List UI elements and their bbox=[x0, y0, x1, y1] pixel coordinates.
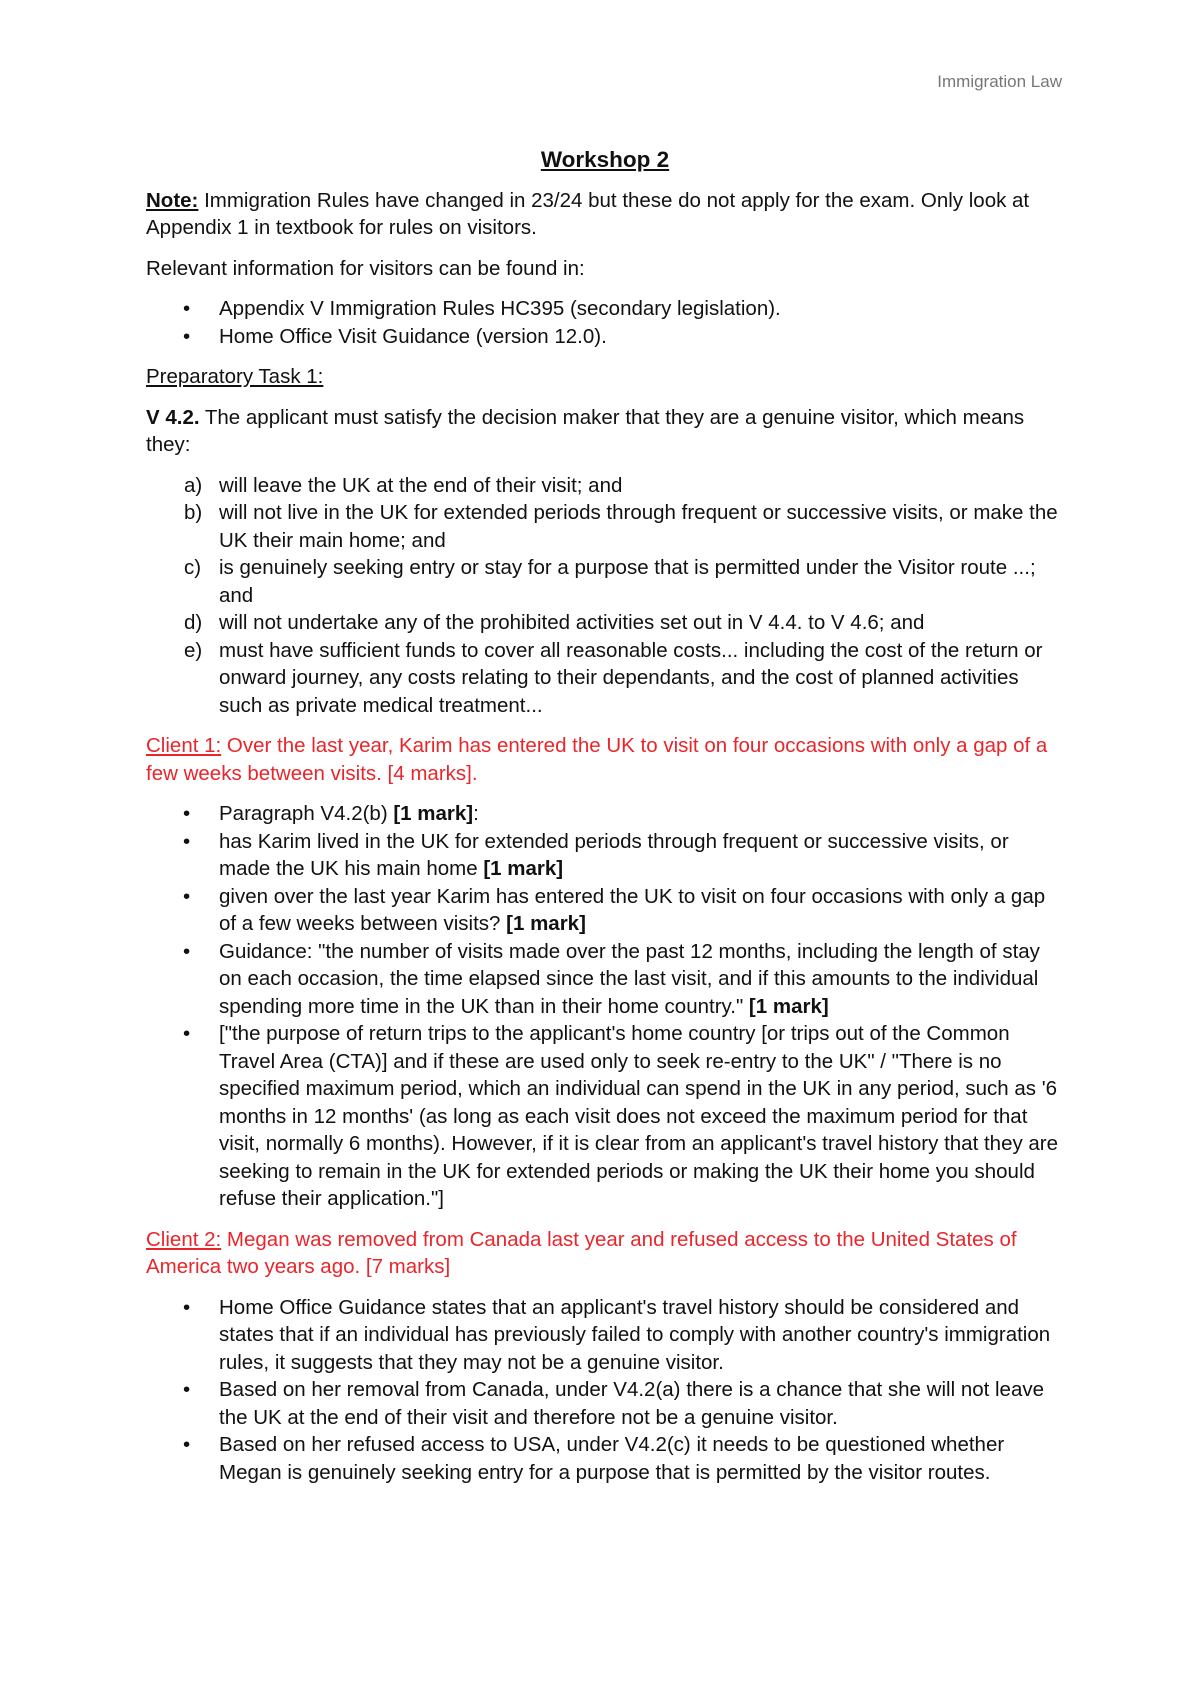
note-text: Immigration Rules have changed in 23/24 but these do not apply for the exam. Only look at Appendix 1 in textbook for rules on visitors. bbox=[146, 188, 1030, 239]
v42-paragraph bbox=[146, 404, 1064, 459]
relevant-intro: Relevant information for visitors can be found in: bbox=[146, 256, 585, 280]
client1-paragraph bbox=[146, 732, 1064, 787]
v42-label: V 4.2. bbox=[146, 405, 200, 429]
mark-label: [1 mark] bbox=[506, 912, 586, 935]
mark-label: [1 mark] bbox=[748, 994, 829, 1018]
list-letter: a) bbox=[184, 473, 203, 497]
document-title: Workshop 2 bbox=[540, 147, 670, 172]
list-letter: d) bbox=[184, 611, 203, 634]
list-item: e) must have sufficient funds to cover all reasonable costs... including the cost of the return or onward journey, any costs relating to their dependants, and the cost of planned activities such as private medical treatment... bbox=[184, 638, 1043, 717]
relevant-list bbox=[146, 295, 1064, 350]
bullet-icon: • bbox=[183, 1433, 191, 1456]
client2-text: Megan was removed from Canada last year and refused access to the United States of America two years ago. [7 marks] bbox=[146, 1227, 1017, 1278]
client2-list bbox=[146, 1294, 1064, 1487]
list-item: c) is genuinely seeking entry or stay for a purpose that is permitted under the Visitor route ...; and bbox=[184, 556, 1036, 607]
bullet-icon: • bbox=[183, 297, 191, 320]
list-item: • given over the last year Karim has entered the UK to visit on four occasions with only a gap of a few weeks between visits? [1 mark] bbox=[183, 884, 1046, 935]
list-letter: b) bbox=[184, 501, 203, 524]
list-item: • Based on her removal from Canada, under V4.2(a) there is a chance that she will not leave the UK at the end of their visit and therefore not be a genuine visitor. bbox=[183, 1378, 1045, 1429]
mark-label: [1 mark] bbox=[483, 857, 564, 880]
client2-paragraph bbox=[146, 1226, 1064, 1281]
list-item: • Paragraph V4.2(b) [1 mark]: bbox=[146, 800, 1064, 828]
bullet-icon: • bbox=[183, 1378, 191, 1401]
list-item: • Home Office Visit Guidance (version 12.0). bbox=[146, 323, 1064, 351]
document-body bbox=[146, 146, 1064, 1499]
mark-label: [1 mark] bbox=[393, 802, 474, 825]
task-heading: Preparatory Task 1: bbox=[146, 365, 324, 388]
list-letter: e) bbox=[184, 638, 203, 662]
bullet-icon: • bbox=[183, 324, 191, 348]
bullet-icon: • bbox=[183, 1295, 191, 1319]
list-item: • ["the purpose of return trips to the applicant's home country [or trips out of the Common Travel Area (CTA)] and if these are used only to seek re-entry to the UK" / "There is no specified maximum period, which an individual can spend in the UK in any period, such as '6 months in 12 months' (as long as each visit does not exceed the maximum period for that visit, normally 6 months). However, if it is clear from an applicant's travel history that they are seeking to remain in the UK for extended periods or making the UK their home you should refuse their application."] bbox=[183, 1022, 1059, 1210]
running-header: Immigration Law bbox=[937, 72, 1062, 91]
list-letter: c) bbox=[184, 556, 202, 579]
list-item: • Appendix V Immigration Rules HC395 (secondary legislation). bbox=[146, 295, 1064, 323]
bullet-icon: • bbox=[183, 802, 191, 825]
list-item: • Home Office Guidance states that an applicant's travel history should be considered and states that if an individual has previously failed to comply with another country's immigration rules, it suggests that they may not be a genuine visitor. bbox=[183, 1295, 1051, 1374]
note-paragraph bbox=[146, 187, 1064, 242]
list-item: b) will not live in the UK for extended periods through frequent or successive visits, or make the UK their main home; and bbox=[184, 501, 1058, 552]
bullet-icon: • bbox=[183, 1022, 191, 1045]
list-item: • Based on her refused access to USA, under V4.2(c) it needs to be questioned whether Megan is genuinely seeking entry for a purpose that is permitted by the visitor routes. bbox=[183, 1433, 1005, 1484]
list-item: • Guidance: "the number of visits made over the past 12 months, including the length of stay on each occasion, the time elapsed since the last visit, and if this amounts to the individual spending more time in the UK than in their home country." [1 mark] bbox=[183, 939, 1040, 1018]
list-item: • has Karim lived in the UK for extended periods through frequent or successive visits, or made the UK his main home [1 mark] bbox=[183, 829, 1009, 880]
client1-text: Over the last year, Karim has entered the UK to visit on four occasions with only a gap of a few weeks between visits. [4 marks]. bbox=[146, 734, 1048, 785]
client1-label: Client 1: bbox=[146, 734, 222, 757]
v42-text: The applicant must satisfy the decision maker that they are a genuine visitor, which means they: bbox=[146, 405, 1025, 456]
v42-list bbox=[146, 472, 1064, 720]
client1-list bbox=[146, 800, 1064, 1213]
bullet-icon: • bbox=[183, 829, 191, 853]
list-item: a) will leave the UK at the end of their visit; and bbox=[146, 472, 1064, 500]
list-item: d) will not undertake any of the prohibited activities set out in V 4.4. to V 4.6; and bbox=[146, 609, 1064, 637]
note-label: Note: bbox=[146, 188, 199, 212]
client2-label: Client 2: bbox=[146, 1227, 222, 1251]
bullet-icon: • bbox=[183, 939, 191, 963]
bullet-icon: • bbox=[183, 884, 191, 908]
